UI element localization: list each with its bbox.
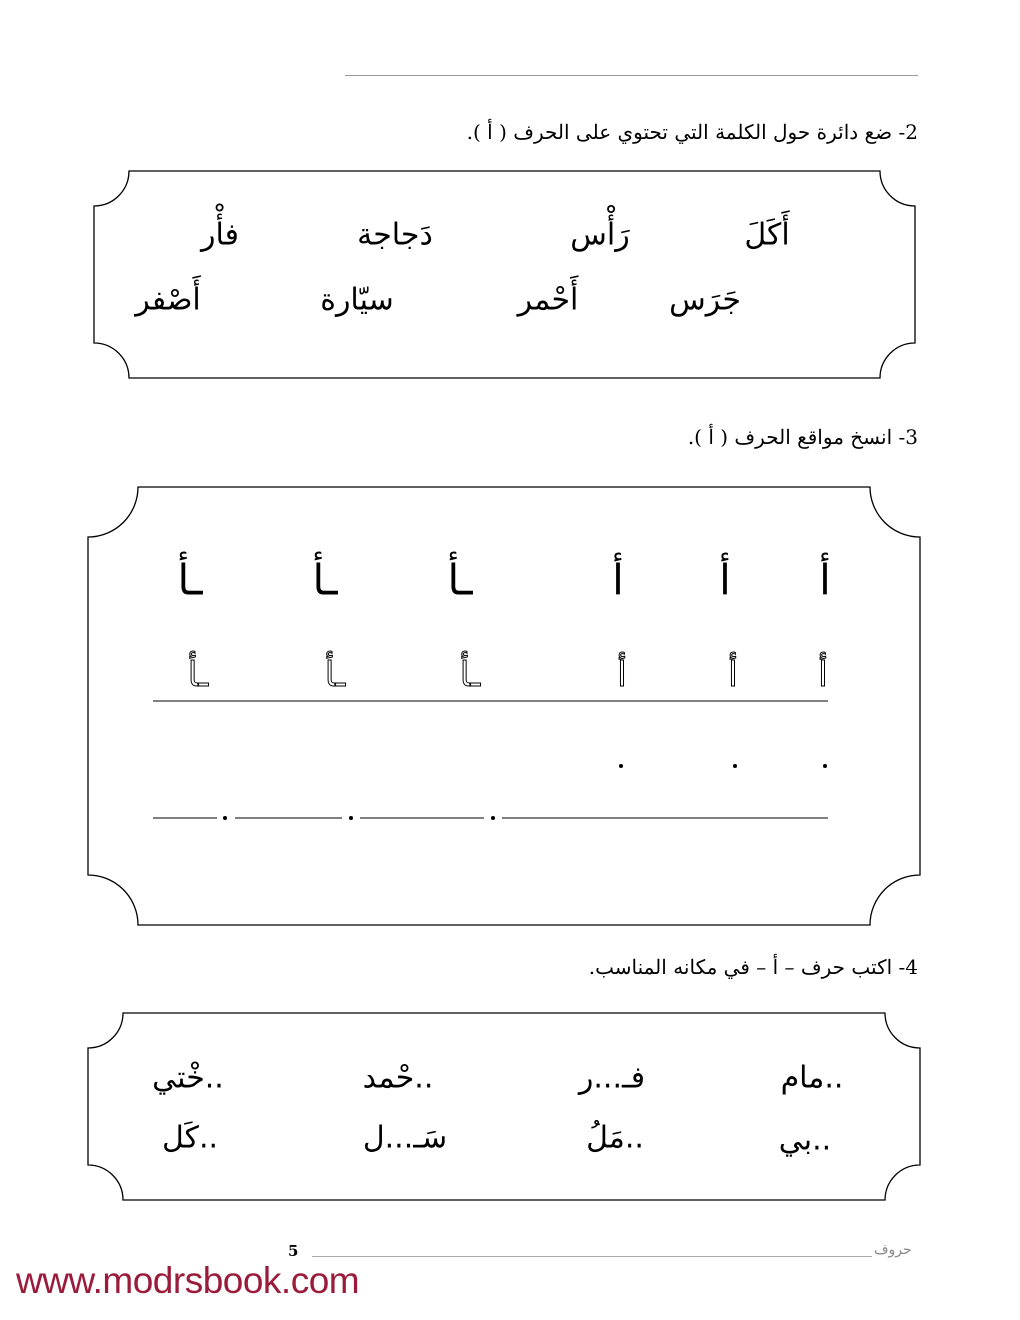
trace-letter: ـأ bbox=[187, 655, 209, 695]
writing-dot bbox=[733, 764, 737, 768]
fill-word[interactable]: سَـ...ل bbox=[362, 1120, 448, 1156]
fill-word[interactable]: ..كَل bbox=[161, 1120, 219, 1156]
trace-letter: أ bbox=[818, 655, 828, 695]
fill-word[interactable]: ..خْتي bbox=[152, 1060, 224, 1096]
writing-dot bbox=[223, 816, 227, 820]
word-option[interactable]: أَكَلَ bbox=[744, 217, 790, 253]
watermark: www.modrsbook.com bbox=[16, 1260, 360, 1301]
letter-form: ـأ bbox=[447, 555, 473, 605]
frame-section2 bbox=[94, 171, 915, 378]
footer-book-title: حروف bbox=[874, 1242, 912, 1258]
fill-word[interactable]: ..مام bbox=[780, 1060, 844, 1096]
word-option[interactable]: فأْر bbox=[201, 217, 239, 253]
letter-form: أ bbox=[819, 555, 831, 605]
letter-form: ـأ bbox=[312, 555, 338, 605]
footer-rule bbox=[312, 1256, 872, 1257]
section3-title: 3- انسخ مواقع الحرف ( أ ). bbox=[687, 425, 918, 449]
fill-word[interactable]: فـ...ر bbox=[578, 1060, 646, 1096]
fill-word[interactable]: ..حْمد bbox=[362, 1060, 434, 1096]
word-option[interactable]: أَصْفر bbox=[135, 282, 201, 318]
word-option[interactable]: أَحْمر bbox=[517, 282, 579, 318]
writing-dot bbox=[491, 816, 495, 820]
trace-letter: ـأ bbox=[459, 655, 481, 695]
fill-word[interactable]: ..مَلُ bbox=[586, 1120, 644, 1156]
frame-section4 bbox=[88, 1013, 920, 1200]
frame-section3 bbox=[88, 487, 920, 925]
section4-title: 4- اكتب حرف – أ – في مكانه المناسب. bbox=[588, 955, 918, 979]
page-number: 5 bbox=[288, 1242, 299, 1260]
writing-dot bbox=[823, 764, 827, 768]
letter-form: أ bbox=[612, 555, 624, 605]
trace-letter: أ bbox=[728, 655, 738, 695]
trace-letter: أ bbox=[617, 655, 627, 695]
writing-dot bbox=[349, 816, 353, 820]
fill-word[interactable]: ..بي bbox=[778, 1122, 832, 1158]
writing-dot bbox=[619, 764, 623, 768]
letter-form: أ bbox=[719, 555, 731, 605]
word-option[interactable]: جَرَس bbox=[669, 282, 741, 318]
word-option[interactable]: دَجاجة bbox=[357, 217, 433, 253]
word-option[interactable]: سيّارة bbox=[320, 282, 394, 318]
trace-letter: ـأ bbox=[324, 655, 346, 695]
section2-title: 2- ضع دائرة حول الكلمة التي تحتوي على الحرف ( أ ). bbox=[466, 120, 918, 144]
word-option[interactable]: رَأْس bbox=[570, 217, 630, 253]
letter-form: ـأ bbox=[177, 555, 203, 605]
